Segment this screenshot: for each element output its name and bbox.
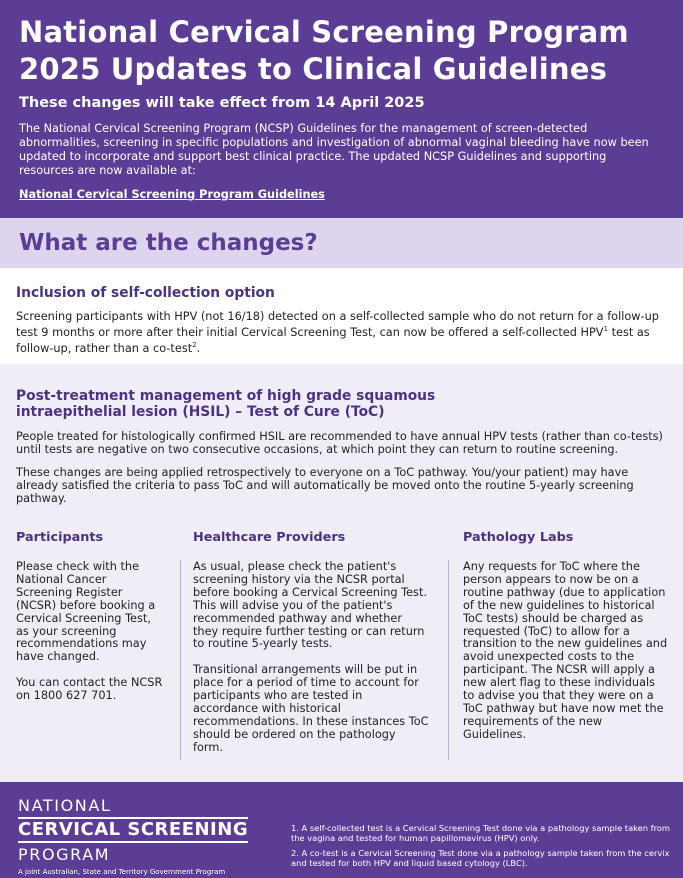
self-collection-text-part1: Screening participants with HPV (not 16/18) detected on a self-collected sample who do not return for a follow-up test 9 months or more after their initial Cervical Screening Test, can now be offered a self-collected HPV [16,310,659,339]
guidelines-link[interactable]: National Cervical Screening Program Guidelines [19,188,325,201]
providers-column [193,530,429,755]
post-treatment-section [0,364,683,782]
post-treatment-paragraph-2: These changes are being applied retrospectively to everyone on a ToC pathway. You/your patient) may have already satisfied the criteria to pass ToC and will automatically be moved onto the routine 5-yearly screening pathway. [16,466,634,505]
self-collection-text [16,310,666,355]
pathology-text-1: Any requests for ToC where the person appears to now be on a routine pathway (due to application of the new guidelines to historical ToC tests) should be charged as requested (ToC) to allow for a transition to the new guidelines and avoid unexpected costs to the participant. The NCSR will apply a new alert flag to these individuals to advise you that they were on a ToC pathway but have now met the requirements of the new Guidelines. [463,560,668,741]
column-divider-1 [180,560,181,760]
providers-heading: Healthcare Providers [193,530,346,545]
footnotes [291,823,671,868]
logo-subtitle: A joint Australian, State and Territory Government Program [18,868,226,876]
effective-date-subtitle: These changes will take effect from 14 April 2025 [19,95,425,111]
footnote-ref-1: 1 [603,325,608,333]
pathology-column [463,530,668,742]
intro-paragraph: The National Cervical Screening Program (NCSP) Guidelines for the management of screen-detected abnormalities, screening in specific populations and investigation of abnormal vaginal bleeding have now been updated to incorporate and support best clinical practice. The updated NCSP Guidelines and supporting resources are now available at: [19,122,649,177]
title-line-1: National Cervical Screening Program [19,15,629,49]
self-collection-text-part2: test as follow-up, rather than a co-test [16,325,650,355]
participants-heading: Participants [16,530,104,545]
header-banner [0,0,683,218]
changes-heading: What are the changes? [19,230,318,256]
title-line-2: 2025 Updates to Clinical Guidelines [19,52,608,86]
footnote-ref-2: 2 [192,340,197,349]
providers-text-1: As usual, please check the patient's screening history via the NCSR portal before booking a Cervical Screening Test. This will advise you of the patient's recommended pathway and whether they require further testing or can return to routine 5-yearly tests. [193,560,427,651]
logo-line-3: PROGRAM [18,845,111,864]
post-treatment-heading: Post-treatment management of high grade squamous intraepithelial lesion (HSIL) – Test of Cure (ToC) [16,388,436,420]
footer [0,782,683,878]
self-collection-text-part3: . [196,341,201,355]
footnote-1: 1. A self-collected test is a Cervical Screening Test done via a pathology sample taken from the vagina and tested for human papillomavirus (HPV) only. [291,823,670,844]
logo-line-1: NATIONAL [18,796,112,815]
logo-line-2: CERVICAL SCREENING [18,817,248,843]
providers-text-2: Transitional arrangements will be put in place for a period of time to account for participants who are tested in accordance with historical recommendations. In these instances ToC should be ordered on the pathology form. [193,663,429,754]
audience-columns [0,530,683,770]
column-divider-2 [448,560,449,760]
program-logo [18,796,258,877]
participants-column [16,530,166,703]
pathology-heading: Pathology Labs [463,530,574,545]
footnote-2: 2. A co-test is a Cervical Screening Test done via a pathology sample taken from the cervix and tested for both HPV and liquid based cytology (LBC). [291,847,670,868]
self-collection-section [0,268,683,364]
post-treatment-paragraph-1: People treated for histologically confirmed HSIL are recommended to have annual HPV tests (rather than co-tests) until tests are negative on two consecutive occasions, at which point they can return to routine screening. [16,430,663,456]
self-collection-heading: Inclusion of self-collection option [16,285,275,301]
participants-text-2: You can contact the NCSR on 1800 627 701. [16,676,163,703]
participants-text-1: Please check with the National Cancer Screening Register (NCSR) before booking a Cervical Screening Test, as your screening recommendations may have changed. [16,560,156,664]
page-title [19,14,665,88]
changes-band [0,218,683,268]
